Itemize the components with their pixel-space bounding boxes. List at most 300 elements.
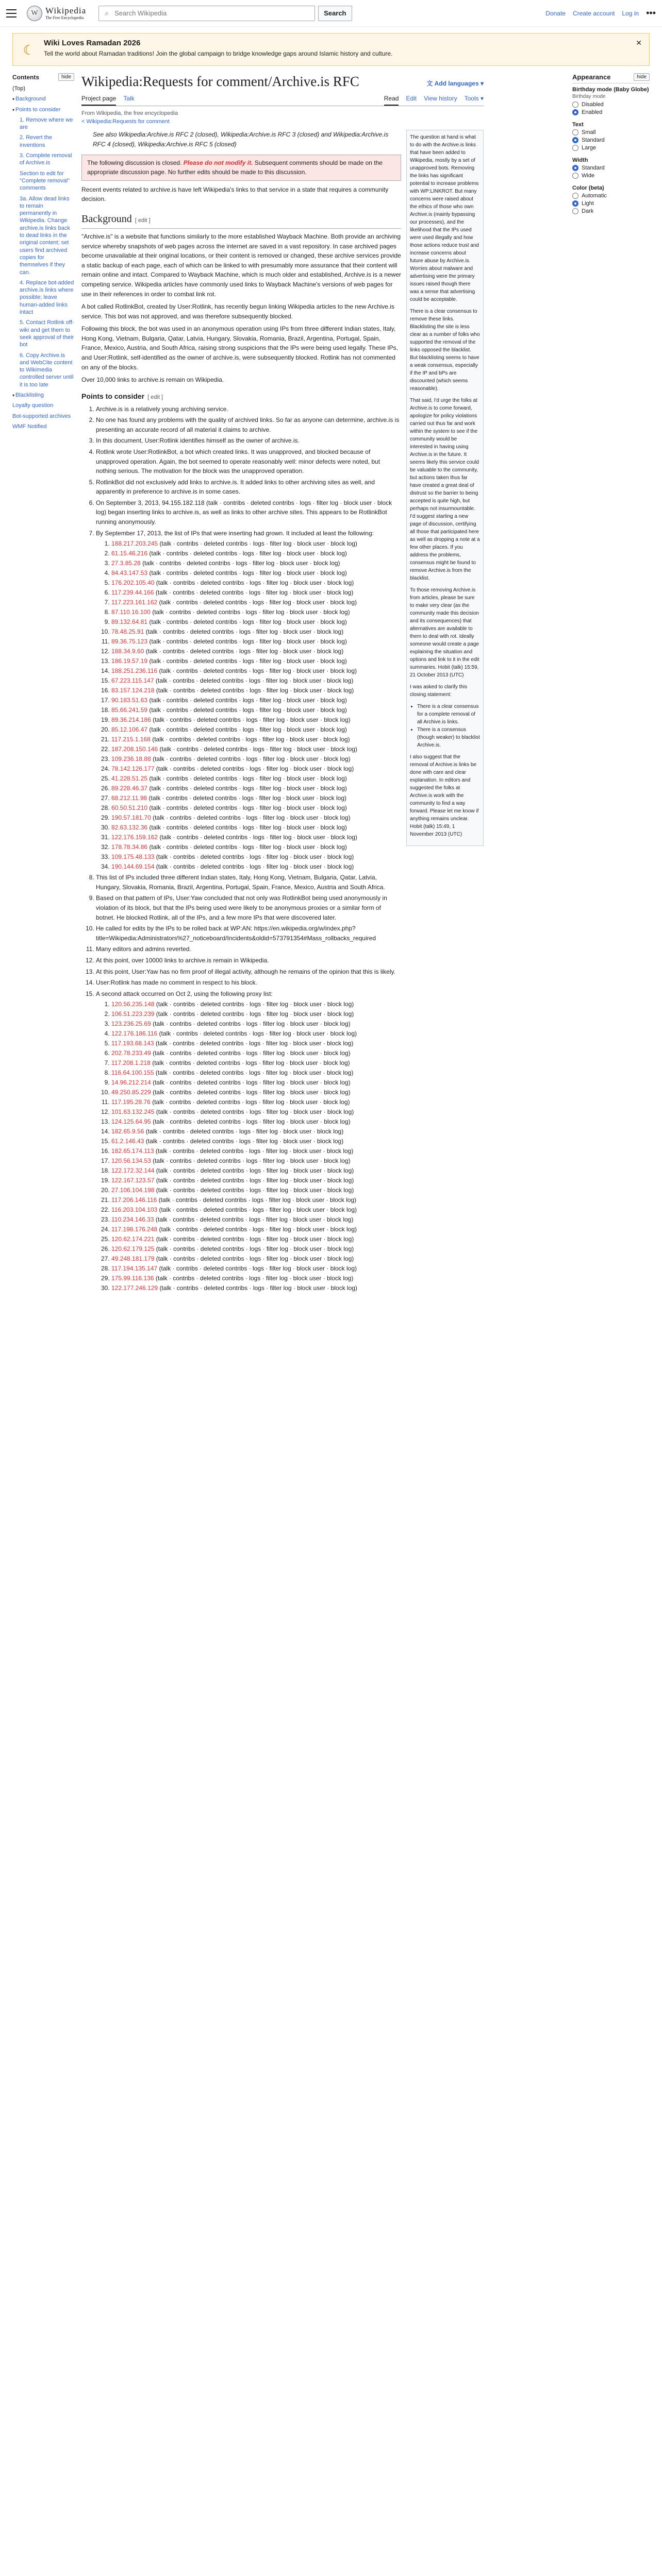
list-item [111, 1048, 401, 1058]
list-item [111, 1117, 401, 1126]
ip-tool-links[interactable]: (talk · contribs · deleted contribs · logs · filter log · block user · block log) [152, 736, 350, 743]
search-input[interactable] [114, 9, 315, 17]
ip-tool-links[interactable]: (talk · contribs · deleted contribs · logs · filter log · block user · block log) [159, 1206, 357, 1214]
header-links [545, 8, 656, 19]
toc-item[interactable]: WMF Notified [12, 423, 47, 430]
ip-link[interactable]: 78.48.25.91 [111, 628, 144, 636]
list-item [111, 1225, 401, 1234]
tab-tools[interactable]: Tools ▾ [464, 95, 484, 103]
ip-tool-links[interactable]: (talk · contribs · deleted contribs · logs · filter log · block user · block log) [153, 1049, 351, 1057]
list-item: 11. Many editors and admins reverted. [96, 944, 401, 954]
radio-icon[interactable] [572, 129, 578, 135]
text-size-section [572, 122, 650, 151]
ip-link[interactable]: 82.63.132.36 [111, 824, 148, 832]
ip-tool-links[interactable]: (talk · contribs · deleted contribs · logs · filter log · block user · block log) [156, 1187, 354, 1194]
width-section [572, 157, 650, 179]
banner-title[interactable]: Wiki Loves Ramadan 2026 [44, 39, 141, 47]
list-item [111, 1146, 401, 1156]
ip-link[interactable]: 120.56.235.148 [111, 1001, 155, 1008]
list-item: 3. In this document, User:Rotlink identifies himself as the owner of archive.is. [96, 436, 401, 446]
ip-tool-links[interactable]: (talk · contribs · deleted contribs · logs · filter log · block user · block log) [149, 657, 347, 665]
list-item [111, 1137, 401, 1146]
ip-link[interactable]: 188.217.203.245 [111, 540, 158, 548]
width-label: Width [572, 157, 588, 163]
list-item [111, 1029, 401, 1038]
ip-tool-links[interactable]: (talk · contribs · deleted contribs · logs · filter log · block user · block log) [149, 569, 347, 577]
close-icon[interactable]: ✕ [636, 39, 642, 47]
more-options-icon[interactable]: ••• [646, 8, 656, 18]
ip-link[interactable]: 182.65.174.113 [111, 1147, 154, 1155]
closed-instructions: Subsequent comments should be made on the appropriate discussion page. No further edits should be made to this discussion. [87, 159, 383, 176]
radio-icon[interactable] [572, 173, 578, 179]
intro-paragraph: Recent events related to archive.is have left Wikipedia's links to that service in a state that requires a community decision. [81, 185, 389, 203]
ip-tool-links[interactable]: (talk · contribs · deleted contribs · logs · filter log · block user · block log) [156, 853, 354, 861]
list-item [111, 862, 401, 871]
radio-label: Wide [582, 173, 595, 179]
ip-tool-links[interactable]: (talk · contribs · deleted contribs · logs · filter log · block user · block log) [156, 579, 354, 587]
ip-tool-links[interactable]: (talk · contribs · deleted contribs · logs · filter log · block user · block log) [149, 843, 347, 851]
ip-tool-links[interactable]: (talk · contribs · deleted contribs · logs · filter log · block user · block log) [158, 1196, 357, 1204]
main-menu-icon[interactable] [6, 9, 16, 18]
list-item [111, 1127, 401, 1136]
list-item [111, 715, 401, 724]
list-item [111, 696, 401, 705]
ip-link[interactable]: 123.236.25.69 [111, 1020, 151, 1028]
list-item: 9. Based on that pattern of IPs, User:Yaw concluded that not only was RotlinkBot being used anonymously in violation of its block, but that the IPs being used were likely to be anonymous proxies or a similar form of botnet. He blocked Rotlink, all of the IPs, and a few more IPs that were discovered later. [96, 893, 401, 922]
ip-tool-links[interactable]: (talk · contribs · deleted contribs · logs · filter log · block user · block log) [142, 560, 340, 567]
banner-text: Tell the world about Ramadan traditions! Join the global campaign to bridge knowledge gaps around Islamic history and culture. [44, 50, 393, 57]
tab-view-history[interactable]: View history [424, 95, 457, 103]
toc-item[interactable]: Loyalty question [12, 402, 54, 409]
table-of-contents [12, 73, 74, 1294]
ip-tool-links[interactable]: (talk · contribs · deleted contribs · logs · filter log · block user · block log) [153, 1089, 351, 1096]
article-body [81, 130, 401, 1294]
ip-link[interactable]: 117.215.1.168 [111, 736, 151, 743]
ip-tool-links[interactable]: (talk · contribs · deleted contribs · logs · filter log · block user · block log) [153, 716, 351, 724]
ip-list [96, 539, 401, 871]
list-item [111, 1215, 401, 1224]
ip-link[interactable]: 49.248.181.179 [111, 1255, 155, 1263]
radio-icon[interactable] [572, 145, 578, 151]
list-item [111, 1244, 401, 1253]
list-item [111, 1068, 401, 1077]
ip-link[interactable]: 122.177.246.129 [111, 1284, 158, 1292]
list-item [111, 1058, 401, 1067]
ip-tool-links[interactable]: (talk · contribs · deleted contribs · logs · filter log · block user · block log) [155, 1147, 354, 1155]
ip-link[interactable]: 122.167.123.57 [111, 1177, 155, 1184]
ip-tool-links[interactable]: (talk · contribs · deleted contribs · logs · filter log · block user · block log) [159, 834, 357, 841]
ip-tool-links[interactable]: (talk · contribs · deleted contribs · logs · filter log · block user · block log) [152, 1059, 350, 1067]
ip-tool-links[interactable]: (talk · contribs · deleted contribs · logs · filter log · block user · block log) [153, 1157, 351, 1165]
background-paragraph-4: Over 10,000 links to archive.is remain on Wikipedia. [81, 376, 224, 384]
edit-section-link[interactable]: [ edit ] [135, 217, 151, 224]
width-option[interactable] [572, 173, 650, 179]
ip-tool-links[interactable]: (talk · contribs · deleted contribs · logs · filter log · block user · block log) [152, 608, 350, 616]
list-item [111, 803, 401, 812]
radio-label: Light [582, 200, 594, 207]
ip-tool-links[interactable]: (talk · contribs · deleted contribs · logs · filter log · block user · block log) [148, 794, 347, 802]
list-item: 1. Archive.is is a relatively young archiving service. [96, 404, 401, 414]
list-item [111, 1205, 401, 1214]
ip-tool-links[interactable]: (talk · contribs · deleted contribs · logs · filter log · block user · block log) [156, 863, 354, 871]
ip-link[interactable]: 178.78.34.86 [111, 843, 148, 851]
ip-link[interactable]: 109.175.48.133 [111, 853, 155, 861]
wikipedia-logo[interactable] [27, 6, 86, 21]
ip-tool-links[interactable]: (talk · contribs · deleted contribs · logs · filter log · block user · block log) [149, 550, 347, 557]
birthday-option[interactable] [572, 109, 650, 115]
closing-paragraph-6: I also suggest that the removal of Archive.is links be done with care and clear explanation. In editors and suggested the folks at Archive.is work with the community to find a way forward. Please let me know if anything remains unclear. Hobit (talk) 15:49, 1 November 2013 (UTC) [410, 754, 479, 838]
list-item: 7. By September 17, 2013, the list of IPs that were inserting had grown. It included at least the following: 1. 188.217.203.245 (talk · contribs · deleted contribs · logs · filter log · block user · block log) 2. 61.15.46.216 (talk · contribs · deleted contribs · logs · filter log · block user · block log) 3. 27.3.85.28 (talk · contribs · deleted contribs · logs · filter log · block user · block log) 4. 84.43.147.53 (talk · contribs · deleted contribs · logs · filter log · block user · block log) 5. 176.202.105.40 (talk · contribs · deleted contribs · logs · filter log · block user · block log) 6. 117.239.44.166 (talk · contribs · deleted contribs · logs · filter log · block user · block log) 7. 117.223.161.162 (talk · contribs · deleted contribs · logs · filter log · block user · block log) 8. 87.110.16.100 (talk · contribs · deleted contribs · logs · filter log · block user · block log) 9. 89.132.64.81 (talk · contribs · deleted contribs · logs · filter log · block user · block log) 10. 78.48.25.91 (talk · contribs · deleted contribs · logs · filter log · block user · block log) 11. 89.36.75.123 (talk · contribs · deleted contribs · logs · filter log · block user · block log) 12. 188.34.9.60 (talk · contribs · deleted contribs · logs · filter log · block user · block log) 13. 186.19.57.19 (talk · contribs · deleted contribs · logs · filter log · block user · block log) 14. 188.251.236.116 (talk · contribs · deleted contribs · logs · filter log · block user · block log) 15. 67.223.115.147 (talk · contribs · deleted contribs · logs · filter log · block user · block log) 16. 83.157.124.218 (talk · contribs · deleted contribs · logs · filter log · block user · block log) 17. 90.183.51.63 (talk · contribs · deleted contribs · logs · filter log · block user · block log) 18. 85.66.241.59 (talk · contribs · deleted contribs · logs · filter log · block user · block log) 19. 89.36.214.186 (talk · contribs · deleted contribs · logs · filter log · block user · block log) 20. 85.12.106.47 (talk · contribs · deleted contribs · logs · filter log · block user · block log) 21. 117.215.1.168 (talk · contribs · deleted contribs · logs · filter log · block user · block log) 22. 187.208.150.146 (talk · contribs · deleted contribs · logs · filter log · block user · block log) 23. 109.236.18.88 (talk · contribs · deleted contribs · logs · filter log · block user · block log) 24. 78.142.126.177 (talk · contribs · deleted contribs · logs · filter log · block user · block log) 25. 41.228.51.25 (talk · contribs · deleted contribs · logs · filter log · block user · block log) 26. 89.228.46.37 (talk · contribs · deleted contribs · logs · filter log · block user · block log) 27. 68.212.11.98 (talk · contribs · deleted contribs · logs · filter log · block user · block log) 28. 60.50.51.210 (talk · contribs · deleted contribs · logs · filter log · block user · block log) 29. 190.57.181.70 (talk · contribs · deleted contribs · logs · filter log · block user · block log) 30. 82.63.132.36 (talk · contribs · deleted contribs · logs · filter log · block user · block log) 31. 122.176.159.162 (talk · contribs · deleted contribs · logs · filter log · block user · block log) 32. 178.78.34.86 (talk · contribs · deleted contribs · logs · filter log · block user · block log) 33. 109.175.48.133 (talk · contribs · deleted contribs · logs · filter log · block user · block log) 34. 190.144.69.154 (talk · contribs · deleted contribs · logs · filter log · block user · block log) [96, 529, 401, 872]
list-item [111, 1254, 401, 1263]
login-link[interactable]: Log in [622, 9, 639, 17]
toc-item[interactable]: 2. Revert the inventions [20, 134, 52, 148]
chevron-down-icon[interactable]: ▾ [12, 97, 15, 102]
list-item [111, 793, 401, 803]
ip-link[interactable]: 27.3.85.28 [111, 560, 141, 567]
color-option[interactable] [572, 208, 650, 214]
ip-tool-links[interactable]: (talk · contribs · deleted contribs · logs · filter log · block user · block log) [159, 667, 357, 675]
ip-tool-links[interactable]: (talk · contribs · deleted contribs · logs · filter log · block user · block log) [149, 638, 347, 646]
page-tabs [81, 93, 484, 106]
ip-link[interactable]: 117.223.161.162 [111, 599, 158, 606]
background-heading: Background [ edit ] [81, 211, 401, 229]
appearance-panel [572, 73, 650, 1294]
search-button[interactable]: Search [318, 6, 352, 21]
ip-link[interactable]: 122.176.159.162 [111, 834, 158, 841]
ip-tool-links[interactable]: (talk · contribs · deleted contribs · logs · filter log · block user · block log) [155, 589, 354, 597]
width-option[interactable] [572, 165, 650, 171]
list-item [111, 647, 401, 656]
list-item: 14. User:Rotlink has made no comment in respect to his block. [96, 978, 401, 988]
ip-link[interactable]: 85.12.106.47 [111, 726, 148, 734]
list-item [111, 1195, 401, 1205]
ip-tool-links[interactable]: (talk · contribs · deleted contribs · logs · filter log · block user · block log) [159, 1284, 357, 1292]
toc-item[interactable]: (Top) [12, 86, 26, 92]
ip-link[interactable]: 110.234.146.33 [111, 1216, 154, 1224]
ip-tool-links[interactable]: (talk · contribs · deleted contribs · logs · filter log · block user · block log) [149, 804, 347, 812]
chevron-down-icon[interactable]: ▾ [12, 393, 15, 398]
add-languages-button[interactable]: 文 Add languages ▾ [426, 80, 484, 88]
tab-talk[interactable]: Talk [123, 95, 135, 103]
list-item [111, 852, 401, 861]
ip-tool-links[interactable]: (talk · contribs · deleted contribs · logs · filter log · block user · block log) [153, 1118, 351, 1126]
radio-icon[interactable] [572, 208, 578, 214]
radio-icon[interactable] [572, 165, 578, 171]
birthday-option[interactable] [572, 101, 650, 108]
ip-link[interactable]: 117.195.28.76 [111, 1098, 151, 1106]
ip-tool-links[interactable]: (talk · contribs · deleted contribs · logs · filter log · block user · block log) [159, 1030, 357, 1038]
ip-tool-links[interactable]: (talk · contribs · deleted contribs · logs · filter log · block user · block log) [156, 1108, 354, 1116]
ip-tool-links[interactable]: (talk · contribs · deleted contribs · logs · filter log · block user · block log) [149, 775, 347, 783]
search-icon: ⌕ [105, 9, 109, 17]
toc-item[interactable]: Bot-supported archives [12, 413, 71, 419]
campaign-banner [12, 33, 650, 66]
toc-item[interactable]: ▾ Points to consider [12, 106, 61, 113]
toc-item[interactable]: 6. Copy Archive.is and WebCite content to Wikimedia controlled server until it is too late [20, 352, 74, 388]
ip-link[interactable]: 176.202.105.40 [111, 579, 155, 587]
color-option[interactable] [572, 200, 650, 207]
ip-tool-links[interactable]: (talk · contribs · deleted contribs · logs · filter log · block user · block log) [156, 1010, 354, 1018]
ip-tool-links[interactable]: (talk · contribs · deleted contribs · logs · filter log · block user · block log) [149, 824, 347, 832]
tab-read[interactable]: Read [384, 93, 399, 106]
ip-tool-links[interactable]: (talk · contribs · deleted contribs · logs · filter log · block user · block log) [149, 726, 347, 734]
ip-tool-links[interactable]: (talk · contribs · deleted contribs · logs · filter log · block user · block log) [149, 697, 347, 704]
background-paragraph-3: Following this block, the bot was used in an anonymous operation using IPs from three different Indian states, Italy, Hong Kong, Vietnam, Bulgaria, Qatar, Latvia, Hungary, Slovakia, Romania, Brazil, Argentina, Portugal, Spain, France, Mexico, Austria, and South Africa, raising strong suspicions that the IPs were being used legally. These IPs, and User:Rotlink, self-identified as the owner of archive.is, were subsequently blocked. Rotlink has not commented on any of the blocks. [81, 325, 398, 371]
ip-tool-links[interactable]: (talk · contribs · deleted contribs · logs · filter log · block user · block log) [156, 1001, 354, 1008]
list-item [111, 1009, 401, 1019]
closing-paragraph-2: There is a clear consensus to remove these links. Blacklisting the site is less clear as a number of folks who supported the removal of the links opposed the blacklist. But blacklisting seems to have a weak consensus, especially if the IP and bPs are discounted (which seems reasonable). [410, 309, 480, 392]
ip-tool-links[interactable]: (talk · contribs · deleted contribs · logs · filter log · block user · block log) [153, 1079, 351, 1087]
closing-paragraph-1: The question at hand is what to do with the Archive.is links that have been added to Wikipedia, mostly by a set of unapproved bots. Removing the links has significant potential to increase problems with WP:LINKROT. But many concerns were raised about the ethics of those who own Archive.is (mainly bypassing our processes), and the likelihood that the IPs used were used illegally and how those actions reduce trust and increase concerns about future abuse by Archive.is. Worries about malware and advertising were the primary issues raised though there was a sense that advertising could be acceptable. [410, 134, 479, 303]
list-item [111, 823, 401, 832]
ip-link[interactable]: 124.125.64.95 [111, 1118, 151, 1126]
ip-tool-links[interactable]: (talk · contribs · deleted contribs · logs · filter log · block user · block log) [156, 1245, 354, 1253]
closing-statement [406, 130, 484, 846]
page-title: Wikipedia:Requests for comment/Archive.is RFC [81, 74, 359, 89]
ip-tool-links[interactable]: (talk · contribs · deleted contribs · logs · filter log · block user · block log) [156, 1235, 354, 1243]
ip-tool-links[interactable]: (talk · contribs · deleted contribs · logs · filter log · block user · block log) [159, 1226, 357, 1233]
list-item [111, 735, 401, 744]
ip-link[interactable]: 101.63.132.245 [111, 1108, 155, 1116]
ip-link[interactable]: 187.208.150.146 [111, 745, 158, 753]
ip-link[interactable]: 27.106.104.198 [111, 1187, 155, 1194]
ip-link[interactable]: 89.36.214.186 [111, 716, 151, 724]
ip-tool-links[interactable]: (talk · contribs · deleted contribs · logs · filter log · block user · block log) [159, 599, 357, 606]
ip-tool-links[interactable]: (talk · contribs · deleted contribs · logs · filter log · block user · block log) [159, 1265, 357, 1273]
list-item [111, 764, 401, 773]
list-item [111, 558, 401, 568]
ip-tool-links[interactable]: (talk · contribs · deleted contribs · logs · filter log · block user · block log) [156, 1167, 354, 1175]
radio-label: Disabled [582, 101, 604, 108]
ip-tool-links[interactable]: (talk · contribs · deleted contribs · logs · filter log · block user · block log) [145, 628, 344, 636]
appearance-hide-button[interactable]: hide [634, 73, 650, 81]
ip-link[interactable]: 85.66.241.59 [111, 706, 148, 714]
ip-tool-links[interactable]: (talk · contribs · deleted contribs · logs · filter log · block user · block log) [155, 677, 354, 685]
ip-link[interactable]: 14.96.212.214 [111, 1079, 151, 1087]
toc-item[interactable]: ▾ Background [12, 96, 46, 103]
ip-tool-links[interactable]: (talk · contribs · deleted contribs · logs · filter log · block user · block log) [153, 814, 351, 822]
closed-warning: Please do not modify it. [183, 159, 253, 166]
ip-link[interactable]: 117.198.176.248 [111, 1226, 158, 1233]
ip-tool-links[interactable]: (talk · contribs · deleted contribs · logs · filter log · block user · block log) [156, 1177, 354, 1184]
ip-tool-links[interactable]: (talk · contribs · deleted contribs · logs · filter log · block user · block log) [149, 618, 347, 626]
ip-tool-links[interactable]: (talk · contribs · deleted contribs · logs · filter log · block user · block log) [155, 1275, 354, 1282]
ip-link[interactable]: 84.43.147.53 [111, 569, 148, 577]
ip-tool-links[interactable]: (talk · contribs · deleted contribs · logs · filter log · block user · block log) [156, 687, 354, 694]
list-item: 13. At this point, User:Yaw has no firm proof of illegal activity, although he remains of the opinion that this is likely. [96, 967, 401, 977]
ip-tool-links[interactable]: (talk · contribs · deleted contribs · logs · filter log · block user · block log) [149, 706, 347, 714]
list-item [111, 1274, 401, 1283]
radio-label: Small [582, 129, 596, 135]
ip-tool-links[interactable]: (talk · contribs · deleted contribs · logs · filter log · block user · block log) [149, 785, 347, 792]
toc-item[interactable]: 4. Replace bot-added archive.is links where possible; leave human-added links intact [20, 279, 74, 316]
list-item [111, 705, 401, 715]
ip-tool-links[interactable]: (talk · contribs · deleted contribs · logs · filter log · block user · block log) [156, 1255, 354, 1263]
ip-link[interactable]: 116.64.100.155 [111, 1069, 154, 1077]
ip-tool-links[interactable]: (talk · contribs · deleted contribs · logs · filter log · block user · block log) [145, 1128, 344, 1136]
list-item [111, 686, 401, 695]
ip-link[interactable]: 188.34.9.60 [111, 648, 144, 655]
text-option[interactable] [572, 129, 650, 135]
toc-item[interactable]: ▾ Blacklisting [12, 392, 44, 398]
radio-icon[interactable] [572, 101, 578, 108]
ip-link[interactable]: 61.15.46.216 [111, 550, 148, 557]
list-item [111, 588, 401, 597]
ip-link[interactable]: 117.193.68.143 [111, 1040, 154, 1047]
tab-edit[interactable]: Edit [406, 95, 417, 103]
ip-tool-links[interactable]: (talk · contribs · deleted contribs · logs · filter log · block user · block log) [155, 1216, 354, 1224]
ip-link[interactable]: 61.2.146.43 [111, 1138, 144, 1145]
ip-link[interactable]: 89.132.64.81 [111, 618, 148, 626]
ip-tool-links[interactable]: (talk · contribs · deleted contribs · logs · filter log · block user · block log) [153, 755, 351, 763]
create-account-link[interactable]: Create account [573, 9, 615, 17]
radio-icon[interactable] [572, 193, 578, 199]
toc-item[interactable]: 1. Remove where we are [20, 116, 73, 131]
crescent-icon: ☾ [23, 42, 35, 58]
ip-link[interactable]: 190.144.69.154 [111, 863, 155, 871]
toc-title: Contents [12, 73, 39, 81]
list-item [111, 578, 401, 587]
list-item: 4. Rotlink wrote User:RotlinkBot, a bot which created links. It was unapproved, and blocked because of unapproved operation. Again, the bot seemed to operate reasonably well: minor defects were noted, but nothing serious. The motivation for the block was the unapproved operation. [96, 447, 401, 476]
text-option[interactable] [572, 145, 650, 151]
ip-link[interactable]: 186.19.57.19 [111, 657, 148, 665]
ip-tool-links[interactable]: (talk · contribs · deleted contribs · logs · filter log · block user · block log) [145, 1138, 344, 1145]
radio-icon[interactable] [572, 109, 578, 115]
ip-link[interactable]: 41.228.51.25 [111, 775, 148, 783]
list-item [111, 999, 401, 1009]
ip-link[interactable]: 89.228.46.37 [111, 785, 148, 792]
breadcrumb[interactable]: < Wikipedia:Requests for comment [81, 118, 170, 125]
ip-link[interactable]: 202.78.233.49 [111, 1049, 151, 1057]
logo-subtitle: The Free Encyclopedia [45, 15, 84, 20]
ip-link[interactable]: 78.142.126.177 [111, 765, 155, 773]
closing-paragraph-5: I was asked to clarify this closing statement: [410, 684, 468, 698]
list-item [111, 1156, 401, 1165]
ip-link[interactable]: 60.50.51.210 [111, 804, 148, 812]
ip-link[interactable]: 117.206.146.116 [111, 1196, 157, 1204]
ip-link[interactable]: 83.157.124.218 [111, 687, 155, 694]
toc-item[interactable]: Section to edit for "Complete removal" comments [20, 170, 70, 192]
radio-label: Automatic [582, 193, 607, 199]
list-item [111, 1185, 401, 1195]
ip-tool-links[interactable]: (talk · contribs · deleted contribs · logs · filter log · block user · block log) [153, 1020, 351, 1028]
tagline: From Wikipedia, the free encyclopedia [81, 110, 178, 117]
ip-link[interactable]: 120.56.134.53 [111, 1157, 151, 1165]
list-item [111, 754, 401, 764]
ip-link[interactable]: 116.203.104.103 [111, 1206, 158, 1214]
ip-link[interactable]: 188.251.236.116 [111, 667, 158, 675]
closing-bullet: • There is a clear consensus for a complete removal of all Archive.is links. [417, 703, 480, 726]
ip-link[interactable]: 122.172.32.144 [111, 1167, 155, 1175]
list-item [111, 744, 401, 754]
ip-link[interactable]: 90.183.51.63 [111, 697, 148, 704]
toc-item[interactable]: 3a. Allow dead links to remain permanently in Wikipedia. Change archive.is links back to dead links in the original content; set users find archived copies for themselves if they can. [20, 195, 70, 276]
birthday-mode-section [572, 87, 650, 115]
list-item [111, 784, 401, 793]
background-paragraph-2: A bot called RotlinkBot, created by User:Rotlink, has recently begun linking Wikipedia articles to the new Archive.is service. This bot was not approved, and was therefore subsequently blocked. [81, 303, 394, 320]
toc-item[interactable]: 5. Contact Rotlink off-wiki and get them to seek approval of their bot [20, 319, 74, 348]
ip-link[interactable]: 106.51.223.239 [111, 1010, 155, 1018]
ip-tool-links[interactable]: (talk · contribs · deleted contribs · logs · filter log · block user · block log) [152, 1098, 350, 1106]
ip-link[interactable]: 87.110.16.100 [111, 608, 151, 616]
ip-link[interactable]: 68.212.11.98 [111, 794, 147, 802]
text-option[interactable] [572, 137, 650, 143]
list-item [111, 833, 401, 842]
color-section [572, 185, 650, 214]
ip-link[interactable]: 49.250.85.229 [111, 1089, 151, 1096]
list-item [111, 617, 401, 626]
toc-item[interactable]: 3. Complete removal of Archive.is [20, 152, 72, 166]
ip-link[interactable]: 120.62.179.125 [111, 1245, 155, 1253]
list-item [111, 1264, 401, 1273]
list-item [111, 1097, 401, 1107]
radio-label: Enabled [582, 109, 603, 115]
list-item [111, 1078, 401, 1087]
list-item: 5. RotlinkBot did not exclusively add links to archive.is. It added links to other archiving sites as well, and apparently in preference to archive.is in some cases. [96, 478, 401, 497]
ip-tool-links[interactable]: (talk · contribs · deleted contribs · logs · filter log · block user · block log) [155, 1069, 354, 1077]
tab-project-page[interactable]: Project page [81, 93, 116, 106]
list-item [111, 1283, 401, 1293]
toc-hide-button[interactable]: hide [58, 73, 74, 81]
ip-list [96, 999, 401, 1293]
list-item [111, 813, 401, 822]
ip-tool-links[interactable]: (talk · contribs · deleted contribs · logs · filter log · block user · block log) [145, 648, 344, 655]
main-content [81, 73, 484, 1294]
radio-label: Standard [582, 137, 605, 143]
ip-tool-links[interactable]: (talk · contribs · deleted contribs · logs · filter log · block user · block log) [159, 540, 357, 548]
list-item [111, 1088, 401, 1097]
list-item [111, 637, 401, 646]
list-item [111, 1176, 401, 1185]
ip-tool-links[interactable]: (talk · contribs · deleted contribs · logs · filter log · block user · block log) [159, 745, 357, 753]
search-box[interactable] [98, 6, 315, 21]
ip-tool-links[interactable]: (talk · contribs · deleted contribs · logs · filter log · block user · block log) [155, 1040, 354, 1047]
ip-link[interactable]: 117.194.135.147 [111, 1265, 158, 1273]
list-item [111, 774, 401, 783]
ip-link[interactable]: 117.239.44.166 [111, 589, 154, 597]
donate-link[interactable]: Donate [545, 9, 566, 17]
ip-link[interactable]: 67.223.115.147 [111, 677, 154, 685]
ip-link[interactable]: 182.65.9.56 [111, 1128, 144, 1136]
color-option[interactable] [572, 193, 650, 199]
list-item: 8. This list of IPs included three different Indian states, Italy, Hong Kong, Vietnam, Bulgaria, Qatar, Latvia, Hungary, Slovakia, Romania, Brazil, Argentina, Portugal, Spain, France, Mexico, Austria and South Africa. [96, 873, 401, 892]
list-item [111, 1019, 401, 1028]
ip-link[interactable]: 190.57.181.70 [111, 814, 151, 822]
closed-discussion-notice [81, 155, 401, 181]
closing-paragraph-3: That said, I'd urge the folks at Archive.is to come forward, apologize for policy violations carried out thus far and work within the system to see if the community would be interested in having using Archive.is in the future. It seems likely this service could be valuable to the community, but actions taken thus far have created a great deal of distrust so the barrier to being accepted is quite high, but perhaps not insurmountable. I'd suggest starting a new page of discussion, certifying all those that participated here as well as dropping a note at a few other places. If you address the problems, consensus might be found to remove Archive.is from the blacklist. [410, 398, 480, 582]
logo-title: Wikipedia [45, 6, 87, 15]
ip-link[interactable]: 120.62.174.221 [111, 1235, 155, 1243]
points-heading: Points to consider [ edit ] [81, 392, 163, 400]
radio-icon[interactable] [572, 137, 578, 143]
list-item [111, 666, 401, 675]
ip-link[interactable]: 89.36.75.123 [111, 638, 148, 646]
ip-tool-links[interactable]: (talk · contribs · deleted contribs · logs · filter log · block user · block log) [156, 765, 354, 773]
points-list [81, 404, 401, 1293]
radio-label: Large [582, 145, 597, 151]
list-item [111, 568, 401, 578]
list-item: 15. A second attack occurred on Oct 2, using the following proxy list: 1. 120.56.235.148 (talk · contribs · deleted contribs · logs · filter log · block user · block log) 2. 106.51.223.239 (talk · contribs · deleted contribs · logs · filter log · block user · block log) 3. 123.236.25.69 (talk · contribs · deleted contribs · logs · filter log · block user · block log) 4. 122.176.186.116 (talk · contribs · deleted contribs · logs · filter log · block user · block log) 5. 117.193.68.143 (talk · contribs · deleted contribs · logs · filter log · block user · block log) 6. 202.78.233.49 (talk · contribs · deleted contribs · logs · filter log · block user · block log) 7. 117.208.1.218 (talk · contribs · deleted contribs · logs · filter log · block user · block log) 8. 116.64.100.155 (talk · contribs · deleted contribs · logs · filter log · block user · block log) 9. 14.96.212.214 (talk · contribs · deleted contribs · logs · filter log · block user · block log) 10. 49.250.85.229 (talk · contribs · deleted contribs · logs · filter log · block user · block log) 11. 117.195.28.76 (talk · contribs · deleted contribs · logs · filter log · block user · block log) 12. 101.63.132.245 (talk · contribs · deleted contribs · logs · filter log · block user · block log) 13. 124.125.64.95 (talk · contribs · deleted contribs · logs · filter log · block user · block log) 14. 182.65.9.56 (talk · contribs · deleted contribs · logs · filter log · block user · block log) 15. 61.2.146.43 (talk · contribs · deleted contribs · logs · filter log · block user · block log) 16. 182.65.174.113 (talk · contribs · deleted contribs · logs · filter log · block user · block log) 17. 120.56.134.53 (talk · contribs · deleted contribs · logs · filter log · block user · block log) 18. 122.172.32.144 (talk · contribs · deleted contribs · logs · filter log · block user · block log) 19. 122.167.123.57 (talk · contribs · deleted contribs · logs · filter log · block user · block log) 20. 27.106.104.198 (talk · contribs · deleted contribs · logs · filter log · block user · block log) 21. 117.206.146.116 (talk · contribs · deleted contribs · logs · filter log · block user · block log) 22. 116.203.104.103 (talk · contribs · deleted contribs · logs · filter log · block user · block log) 23. 110.234.146.33 (talk · contribs · deleted contribs · logs · filter log · block user · block log) 24. 117.198.176.248 (talk · contribs · deleted contribs · logs · filter log · block user · block log) 25. 120.62.174.221 (talk · contribs · deleted contribs · logs · filter log · block user · block log) 26. 120.62.179.125 (talk · contribs · deleted contribs · logs · filter log · block user · block log) 27. 49.248.181.179 (talk · contribs · deleted contribs · logs · filter log · block user · block log) 28. 117.194.135.147 (talk · contribs · deleted contribs · logs · filter log · block user · block log) 29. 175.99.116.136 (talk · contribs · deleted contribs · logs · filter log · block user · block log) 30. 122.177.246.129 (talk · contribs · deleted contribs · logs · filter log · block user · block log) [96, 989, 401, 1293]
ip-link[interactable]: 175.99.116.136 [111, 1275, 154, 1282]
list-item [111, 627, 401, 636]
ip-link[interactable]: 109.236.18.88 [111, 755, 151, 763]
ip-link[interactable]: 122.176.186.116 [111, 1030, 158, 1038]
list-item [111, 539, 401, 548]
chevron-down-icon[interactable]: ▾ [12, 107, 15, 112]
radio-icon[interactable] [572, 200, 578, 207]
edit-section-link[interactable]: [ edit ] [147, 394, 163, 400]
ip-link[interactable]: 117.208.1.218 [111, 1059, 151, 1067]
